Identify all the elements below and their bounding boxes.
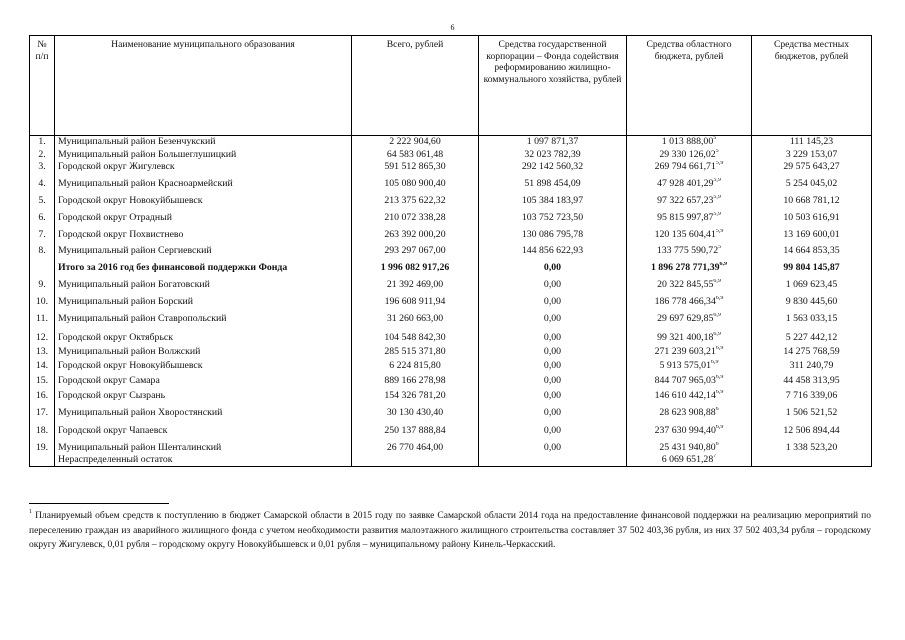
cell-total: 250 137 888,84 [352,425,479,442]
cell-num: 1. [30,136,55,149]
cell-regional: 95 815 997,87$^{5,9}$ [627,212,752,229]
cell-name: Городской округ Сызрань [55,390,352,407]
header-local: Средства местных бюджетов, рублей [752,36,872,136]
table-row [30,390,872,407]
cell-fund [479,454,627,467]
table-row [30,296,872,313]
table-row [30,442,872,454]
cell-fund: 130 086 795,78 [479,229,627,245]
cell-regional: 97 322 657,23$^{5,9}$ [627,195,752,212]
cell-name: Муниципальный район Безенчукский [55,136,352,149]
cell-regional: 20 322 845,55$^{6,9}$ [627,279,752,296]
footnote-ref: 6,9 [715,374,724,380]
cell-total: 213 375 622,32 [352,195,479,212]
footnote-mark: 1 [29,509,32,515]
cell-num: 2. [30,149,55,161]
cell-total: 104 548 842,30 [352,332,479,346]
header-fund: Средства государственной корпорации – Фонда содействия реформированию жилищно-коммунального хозяйства, рублей [479,36,627,136]
cell-fund: 0,00 [479,390,627,407]
footnote-ref: 5,9 [715,160,724,166]
cell-total: 30 130 430,40 [352,407,479,425]
cell-fund: 292 142 560,32 [479,161,627,178]
footnote-ref: 6,9 [713,278,721,284]
cell-local: 12 506 894,44 [752,425,872,442]
cell-local: 5 254 045,02 [752,178,872,195]
cell-num: 9. [30,279,55,296]
cell-local: 14 664 853,35 [752,245,872,262]
cell-regional: 6 069 651,28$^7$ [627,454,752,467]
table-header-row [30,36,872,136]
footnote-ref: 6 [715,406,719,412]
cell-local: 1 338 523,20 [752,442,872,454]
cell-name: Итого за 2016 год без финансовой поддержки Фонда [55,262,352,279]
table-row [30,332,872,346]
footnote [29,509,871,553]
cell-local: 311 240,79 [752,360,872,375]
footnote-ref: 5 [715,148,719,154]
cell-regional: 47 928 401,29$^{5,9}$ [627,178,752,195]
cell-name: Муниципальный район Сергиевский [55,245,352,262]
cell-name: Городской округ Чапаевск [55,425,352,442]
table-row [30,425,872,442]
cell-local: 9 830 445,60 [752,296,872,313]
cell-num: 11. [30,313,55,332]
cell-fund: 0,00 [479,262,627,279]
footnote-ref: 5,9 [715,228,724,234]
header-name: Наименование муниципального образования [55,36,352,136]
cell-local: 7 716 339,06 [752,390,872,407]
cell-regional: 99 321 400,18$^{6,9}$ [627,332,752,346]
cell-num: 6. [30,212,55,229]
cell-fund: 51 898 454,09 [479,178,627,195]
cell-name: Городской округ Новокуйбышевск [55,360,352,375]
cell-regional: 133 775 590,72$^5$ [627,245,752,262]
cell-num: 7. [30,229,55,245]
cell-fund: 0,00 [479,442,627,454]
cell-fund: 1 097 871,37 [479,136,627,149]
footnote-ref: 6,9 [713,331,721,337]
cell-total: 196 608 911,94 [352,296,479,313]
header-total: Всего, рублей [352,36,479,136]
cell-num: 19. [30,442,55,454]
footnote-ref: 6,9 [715,295,724,301]
table-row [30,229,872,245]
cell-regional: 237 630 994,40$^{6,9}$ [627,425,752,442]
cell-local: 10 503 616,91 [752,212,872,229]
cell-local [752,454,872,467]
cell-total: 293 297 067,00 [352,245,479,262]
footnote-ref: 7 [713,453,717,459]
cell-num: 3. [30,161,55,178]
header-num: № п/п [30,36,55,136]
cell-regional: 120 135 604,41$^{5,9}$ [627,229,752,245]
cell-fund: 0,00 [479,279,627,296]
cell-name: Городской округ Отрадный [55,212,352,229]
cell-fund: 103 752 723,50 [479,212,627,229]
cell-regional: 271 239 603,21$^{6,9}$ [627,346,752,360]
footnote-ref: 5 [718,244,722,250]
cell-name: Муниципальный район Шенталинский [55,442,352,454]
table-row [30,346,872,360]
cell-total: 31 260 663,00 [352,313,479,332]
table-row [30,245,872,262]
cell-num: 14. [30,360,55,375]
table-row [30,149,872,161]
footnote-ref: 6 [715,441,719,447]
footnote-ref: 5,9 [713,194,721,200]
cell-regional: 1 013 888,00$^5$ [627,136,752,149]
cell-fund: 0,00 [479,313,627,332]
cell-local: 99 804 145,87 [752,262,872,279]
cell-regional: 1 896 278 771,39$^{6,9}$ [627,262,752,279]
cell-name: Городской округ Похвистнево [55,229,352,245]
cell-fund: 0,00 [479,407,627,425]
cell-fund: 0,00 [479,332,627,346]
cell-local: 111 145,23 [752,136,872,149]
cell-fund: 0,00 [479,346,627,360]
funding-table [29,35,872,467]
cell-name: Муниципальный район Ставропольский [55,313,352,332]
cell-local: 14 275 768,59 [752,346,872,360]
cell-total: 210 072 338,28 [352,212,479,229]
cell-regional: 269 794 661,71$^{5,9}$ [627,161,752,178]
cell-name: Муниципальный район Хворостянский [55,407,352,425]
cell-total: 2 222 904,60 [352,136,479,149]
cell-local: 44 458 313,95 [752,375,872,390]
cell-name: Муниципальный район Волжский [55,346,352,360]
cell-num: 12. [30,332,55,346]
cell-total [352,454,479,467]
cell-name: Муниципальный район Красноармейский [55,178,352,195]
cell-total: 6 224 815,80 [352,360,479,375]
cell-fund: 0,00 [479,425,627,442]
cell-total: 263 392 000,20 [352,229,479,245]
cell-total: 21 392 469,00 [352,279,479,296]
cell-local: 5 227 442,12 [752,332,872,346]
cell-fund: 0,00 [479,375,627,390]
footnote-ref: 6,9 [715,345,724,351]
table-row [30,178,872,195]
table-row [30,212,872,229]
cell-num [30,262,55,279]
cell-num: 17. [30,407,55,425]
cell-num: 18. [30,425,55,442]
cell-regional: 29 697 629,85$^{6,9}$ [627,313,752,332]
cell-num: 5. [30,195,55,212]
cell-num: 10. [30,296,55,313]
cell-local: 13 169 600,01 [752,229,872,245]
footnote-ref: 5 [713,135,717,141]
cell-name: Городской округ Самара [55,375,352,390]
cell-local: 1 563 033,15 [752,313,872,332]
cell-num [30,454,55,467]
table-row [30,375,872,390]
cell-local: 29 575 643,27 [752,161,872,178]
footnote-divider [29,503,169,504]
cell-name: Нераспределенный остаток [55,454,352,467]
footnote-ref: 5,9 [713,177,721,183]
cell-num: 13. [30,346,55,360]
cell-total: 591 512 865,30 [352,161,479,178]
cell-local: 1 506 521,52 [752,407,872,425]
cell-regional: 29 330 126,02$^5$ [627,149,752,161]
cell-regional: 25 431 940,80$^6$ [627,442,752,454]
cell-num: 15. [30,375,55,390]
cell-local: 3 229 153,07 [752,149,872,161]
cell-num: 4. [30,178,55,195]
cell-name: Муниципальный район Борский [55,296,352,313]
table-row [30,195,872,212]
table-body [30,136,872,467]
cell-regional: 5 913 575,01$^{6,9}$ [627,360,752,375]
cell-local: 10 668 781,12 [752,195,872,212]
table-row [30,136,872,149]
footnote-ref: 6,9 [715,389,724,395]
cell-fund: 0,00 [479,360,627,375]
cell-name: Муниципальный район Богатовский [55,279,352,296]
footnote-ref: 6,9 [710,359,719,365]
footnote-ref: 6,9 [713,312,721,318]
cell-total: 105 080 900,40 [352,178,479,195]
cell-total: 285 515 371,80 [352,346,479,360]
footnote-ref: 6,9 [719,261,728,267]
footnote-ref: 6,9 [715,424,724,430]
cell-total: 154 326 781,20 [352,390,479,407]
cell-regional: 28 623 908,88$^6$ [627,407,752,425]
footnote-ref: 5,9 [713,211,721,217]
cell-regional: 844 707 965,03$^{6,9}$ [627,375,752,390]
table-row [30,454,872,467]
cell-regional: 146 610 442,14$^{6,9}$ [627,390,752,407]
cell-name: Городской округ Октябрьск [55,332,352,346]
footnote-text: Планируемый объем средств к поступлению в бюджет Самарской области в 2015 году по заявке Самарской области 2014 года на предоставление финансовой поддержки на реализацию мероприятий по переселению граждан из аварийного жилищного фонда с учетом необходимости развития малоэтажного жилищного строительства составляет 37 502 403,36 рубля, из них 37 502 403,34 рубля – городскому округу Жигулевск, 0,01 рубля – городскому округу Новокуйбышевск и 0,01 рубля – муниципальному району Кинель-Черкасский. [29,511,872,550]
cell-total: 1 996 082 917,26 [352,262,479,279]
cell-fund: 0,00 [479,296,627,313]
table-row [30,313,872,332]
page-number: 6 [450,23,455,32]
table-row [30,360,872,375]
cell-name: Городской округ Жигулевск [55,161,352,178]
cell-fund: 32 023 782,39 [479,149,627,161]
cell-fund: 144 856 622,93 [479,245,627,262]
cell-num: 16. [30,390,55,407]
table-total-row [30,262,872,279]
table-row [30,161,872,178]
table-row [30,279,872,296]
cell-name: Муниципальный район Большеглушицкий [55,149,352,161]
table-row [30,407,872,425]
cell-local: 1 069 623,45 [752,279,872,296]
cell-regional: 186 778 466,34$^{6,9}$ [627,296,752,313]
cell-total: 64 583 061,48 [352,149,479,161]
cell-num: 8. [30,245,55,262]
cell-total: 889 166 278,98 [352,375,479,390]
cell-name: Городской округ Новокуйбышевск [55,195,352,212]
cell-total: 26 770 464,00 [352,442,479,454]
cell-fund: 105 384 183,97 [479,195,627,212]
header-regional: Средства областного бюджета, рублей [627,36,752,136]
